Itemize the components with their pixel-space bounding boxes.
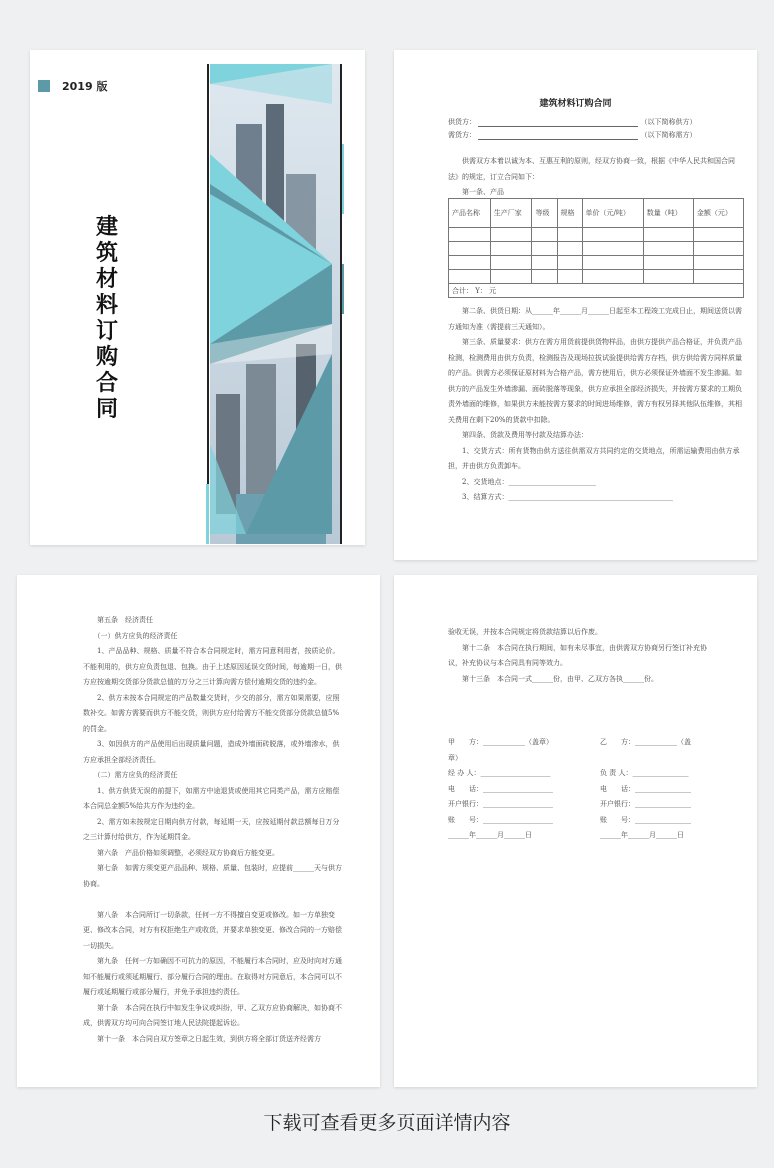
sign-line: 开户银行：________________ bbox=[600, 800, 691, 808]
paragraph: （二）需方应负的经济责任 bbox=[83, 771, 178, 779]
paragraph: 第七条 如需方须变更产品品种、规格、质量、包装时，应提前______天与供方协商。 bbox=[83, 864, 342, 888]
article-2: 第二条、供货日期：从______年______月______日起至本工程竣工完成日止，期间送货以需方通知为准（需提前三天通知）。 bbox=[448, 307, 742, 331]
sign-line: 电 话：________________ bbox=[600, 784, 691, 793]
sign-line: 甲 方：____________（盖章） bbox=[448, 738, 553, 746]
contract-title: 建筑材料订购合同 bbox=[539, 99, 612, 109]
table-header: 数量（吨） bbox=[643, 199, 693, 228]
paragraph: 第十一条 本合同自双方签章之日起生效，到供方将全部订货送齐经需方 bbox=[83, 1034, 321, 1043]
cover-title: 建筑材料订购合同 bbox=[96, 215, 119, 422]
contract-page-3 bbox=[17, 575, 380, 1087]
buyer-blank bbox=[478, 131, 638, 140]
table-header-row bbox=[449, 199, 744, 228]
page4-text bbox=[448, 625, 710, 687]
paragraph: （一）供方应负的经济责任 bbox=[83, 631, 178, 640]
paragraph: 1、供方供货无误的前提下，如需方中途退货或使用其它同类产品，需方应赔偿本合同总金额5%给共方作为违约金。 bbox=[83, 786, 340, 810]
supplier-line bbox=[448, 117, 696, 127]
sign-line: 账 号：________________ bbox=[600, 815, 691, 824]
paragraph: 第十条 本合同在执行中如发生争议或纠纷，甲、乙双方应协商解决，如协商不成，供需双方均可向合同签订地人民法院提起诉讼。 bbox=[83, 1003, 342, 1027]
cover-tag-square bbox=[38, 80, 50, 92]
article-1: 第一条、产品 bbox=[448, 188, 504, 196]
article-3: 第三条、质量要求：供方在需方用货前提供货物样品，由供方提供产品合格证，并负责产品检测，检测费用由供方负责，检测报告及现场拉拔试验提供给需方存档，供方供给需方同样质量的产品。供需方必须保证原材料为合格产品，需方使用后，供方必须保证外墙面不发生渗漏。如供方的产品发生外墙渗漏、面砖脱落等现象，供方应承担全部经济损失，并按需方要求的工期负责外墙面的维修，如果供方未能按需方要求的时间进场维修，需方有权另择其他队伍维修，其相关费用在剩下20%的货款中扣除。 bbox=[448, 338, 742, 424]
supplier-suffix: （以下简称供方） bbox=[640, 118, 697, 126]
sign-line: 经 办 人：____________________ bbox=[448, 769, 551, 777]
table-row bbox=[449, 242, 744, 256]
supplier-blank bbox=[478, 118, 638, 127]
paragraph: 第五条 经济责任 bbox=[83, 616, 153, 624]
contract-page-4 bbox=[394, 575, 757, 1087]
intro-block bbox=[448, 154, 744, 201]
paragraph: 2、供方未按本合同规定的产品数量交货时，少交的部分，需方如果需要，应照数补交。如需方需要而供方不能交货，则供方应付给需方不能交货部分货款总值5%的罚金。 bbox=[83, 693, 340, 733]
paragraph: 第十二条 本合同在执行期间，如有未尽事宜，由供需双方协商另行签订补充协议，补充协议与本合同具有同等效力。 bbox=[448, 643, 707, 667]
sign-line: 章） bbox=[448, 753, 462, 762]
signature-right bbox=[600, 735, 691, 844]
buyer-line bbox=[448, 130, 696, 140]
paragraph: 第十三条 本合同一式______份，由甲、乙双方各执______份。 bbox=[448, 674, 658, 683]
buyer-label: 需货方： bbox=[448, 131, 476, 139]
table-header: 单价（元/吨） bbox=[582, 199, 643, 228]
sign-line: 负 责 人：________________ bbox=[600, 769, 689, 777]
supplier-label: 供货方： bbox=[448, 118, 476, 126]
table-total: 合计： Y： 元 bbox=[449, 284, 744, 298]
sign-line: 开户银行：____________________ bbox=[448, 800, 553, 808]
table-row bbox=[449, 256, 744, 270]
sign-line: ______年______月______日 bbox=[600, 831, 684, 839]
signature-left bbox=[448, 735, 553, 844]
cover-year-label: 2019 版 bbox=[62, 80, 108, 93]
paragraph: 第八条 本合同所订一切条款，任何一方不得擅自变更或修改。如一方单独变更、修改本合同，对方有权拒绝生产或收货，并要求单独变更、修改合同的一方赔偿一切损失。 bbox=[83, 910, 342, 950]
table-header: 规格 bbox=[557, 199, 582, 228]
article-4-1: 1、交货方式：所有货物由供方送往供需双方共同约定的交货地点，所需运输费用由供方承担，并由供方负责卸车。 bbox=[448, 446, 740, 470]
paragraph: 验收无误，并按本合同规定将货款结算以后作废。 bbox=[448, 628, 602, 636]
cover-building-artwork bbox=[206, 64, 344, 544]
table-header: 产品名称 bbox=[449, 199, 491, 228]
table-header: 等级 bbox=[532, 199, 557, 228]
sign-line: 电 话：____________________ bbox=[448, 784, 553, 793]
page3-text bbox=[83, 613, 345, 1047]
product-table bbox=[448, 198, 744, 298]
sign-line: ______年______月______日 bbox=[448, 831, 532, 839]
paragraph: 3、如因供方的产品使用后出现质量问题，造成外墙面砖脱落，或外墙渗水，供方应承担全部经济责任。 bbox=[83, 740, 340, 764]
sign-line: 账 号：____________________ bbox=[448, 815, 553, 824]
table-total-row bbox=[449, 284, 744, 298]
cover-page bbox=[30, 50, 365, 545]
intro-paragraph: 供需双方本着以诚为本、互惠互利的原则，经双方协商一致，根据《中华人民共和国合同法》的规定，订立合同如下： bbox=[448, 157, 735, 181]
paragraph: 第六条 产品价格如须调整，必须经双方协商后方能变更。 bbox=[83, 848, 279, 857]
article-4-3: 3、结算方式：_______________________________________________ bbox=[448, 493, 673, 501]
paragraph: 第九条 任何一方如确因不可抗力的原因，不能履行本合同时，应及时向对方通知不能履行或须延期履行、部分履行合同的理由。在取得对方同意后，本合同可以不履行或延期履行或部分履行，并免予承担违约责任。 bbox=[83, 957, 342, 996]
paragraph: 2、需方如未按规定日期向供方付款，每延期一天，应按延期付款总额每日万分之三计算付给供方，作为延期罚金。 bbox=[83, 817, 340, 841]
sign-line: 乙 方：____________（盖 bbox=[600, 738, 691, 746]
paragraph: 1、产品品种、规格、质量不符合本合同规定时，需方同意利用者，按质论价。不能利用的，供方应负责包退、包换。由于上述原因延误交货时间，每逾期一日，供方应按逾期交货部分货款总值的万分之三计算向需方偿付逾期交货的违约金。 bbox=[83, 647, 342, 686]
buyer-suffix: （以下简称需方） bbox=[640, 131, 697, 139]
contract-page-2 bbox=[394, 50, 757, 560]
table-row bbox=[449, 228, 744, 242]
table-header: 金额（元） bbox=[693, 199, 743, 228]
articles-block bbox=[448, 304, 744, 506]
article-4-2: 2、交货地点：_________________________ bbox=[448, 477, 596, 486]
article-4: 第四条、货款及费用等付款及结算办法： bbox=[448, 431, 588, 439]
download-more-text[interactable]: 下载可查看更多页面详情内容 bbox=[263, 1112, 511, 1134]
paragraph bbox=[83, 892, 345, 908]
table-row bbox=[449, 270, 744, 284]
table-header: 生产厂家 bbox=[490, 199, 532, 228]
